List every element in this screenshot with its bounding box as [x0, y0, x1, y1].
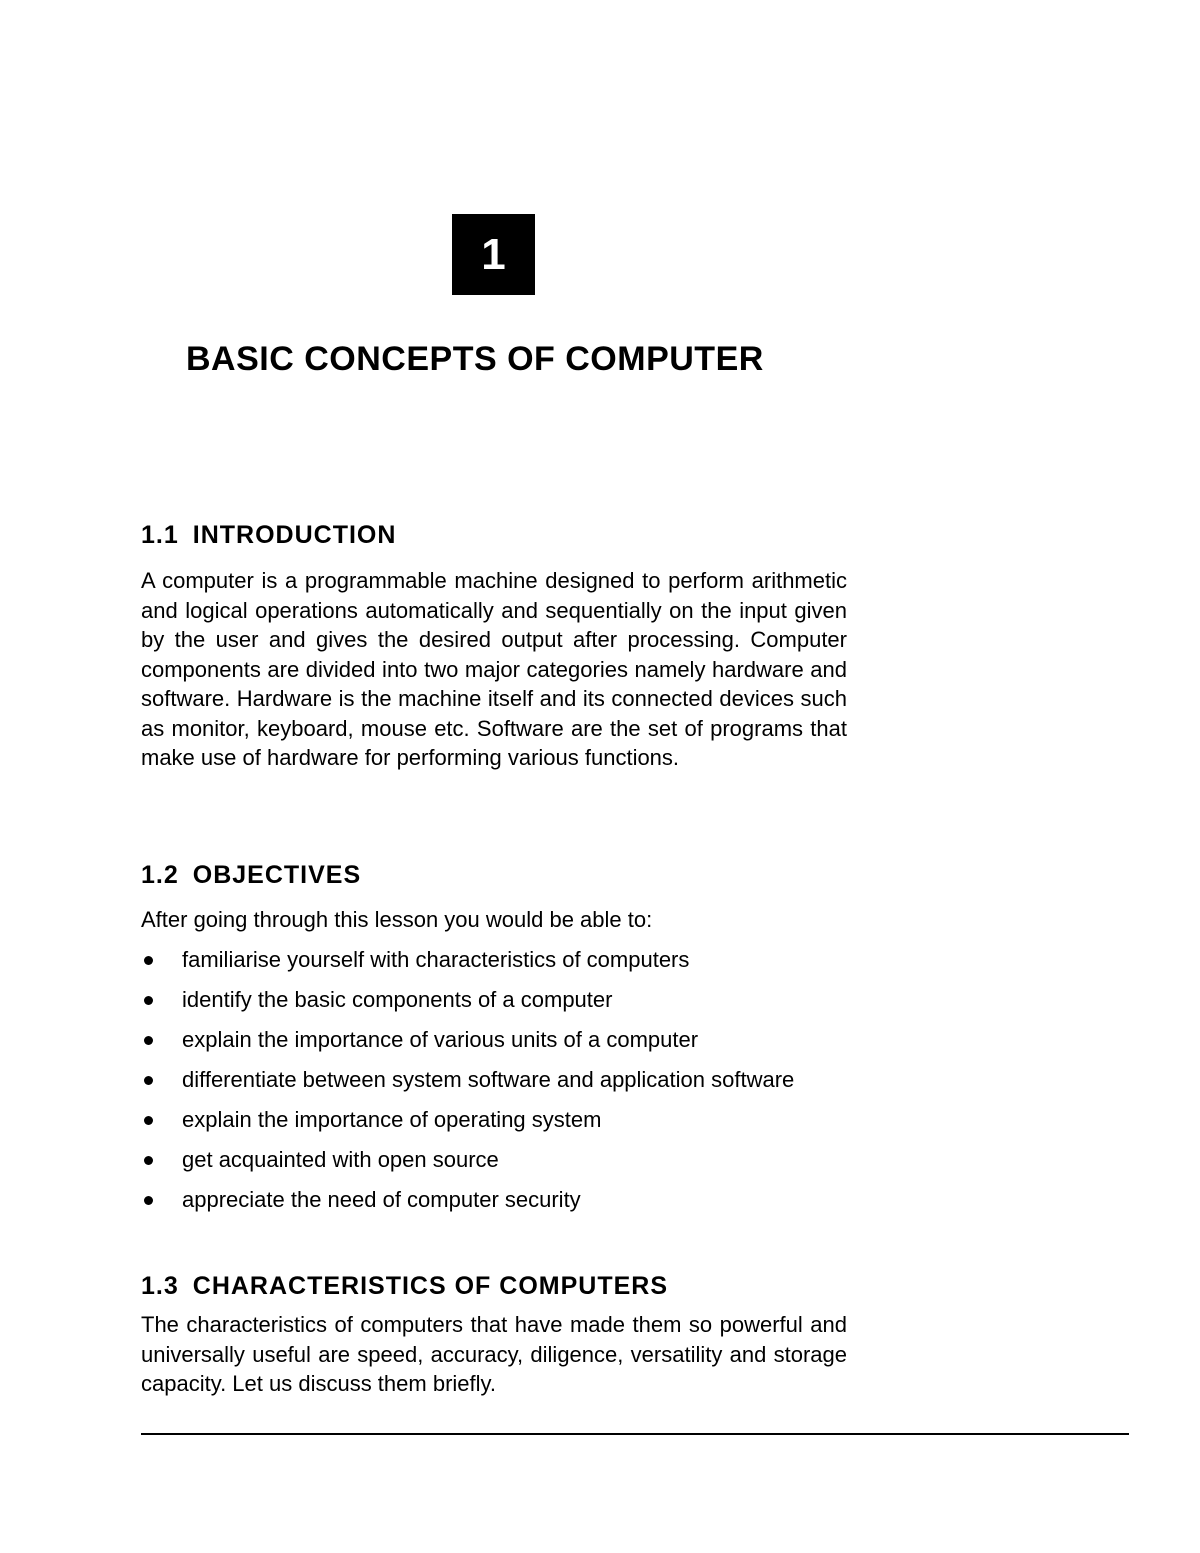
- bullet-icon: [144, 1116, 153, 1125]
- list-item-text: explain the importance of operating system: [182, 1107, 602, 1132]
- list-item-text: familiarise yourself with characteristics of computers: [182, 947, 690, 972]
- bullet-icon: [144, 1196, 153, 1205]
- list-item-text: explain the importance of various units of a computer: [182, 1027, 699, 1052]
- section-title: OBJECTIVES: [192, 861, 362, 889]
- bullet-icon: [144, 1036, 153, 1045]
- introduction-paragraph: A computer is a programmable machine designed to perform arithmetic and logical operations automatically and sequentially on the input given by the user and gives the desired output after processing. Computer components are divided into two major categories namely hardware and software. Hardware is the machine itself and its connected devices such as monitor, keyboard, mouse etc. Software are the set of programs that make use of hardware for performing various functions.: [141, 568, 847, 770]
- section-heading-introduction: [141, 521, 396, 550]
- bullet-icon: [144, 1156, 153, 1165]
- section-number: 1.1: [141, 521, 179, 549]
- list-item: [141, 1105, 847, 1134]
- bullet-icon: [144, 956, 153, 965]
- section-number: 1.3: [141, 1272, 179, 1300]
- objectives-list: [141, 945, 847, 1225]
- section-title: INTRODUCTION: [192, 521, 397, 549]
- list-item-text: identify the basic components of a computer: [182, 987, 613, 1012]
- list-item: [141, 1065, 847, 1094]
- list-item: [141, 1185, 847, 1214]
- list-item-text: differentiate between system software and application software: [182, 1067, 795, 1092]
- list-item: [141, 945, 847, 974]
- chapter-number-box: [452, 214, 535, 295]
- objectives-lead: After going through this lesson you would be able to:: [141, 907, 653, 932]
- list-item-text: appreciate the need of computer security: [182, 1187, 581, 1212]
- section-heading-objectives: [141, 861, 361, 890]
- list-item: [141, 1145, 847, 1174]
- bottom-divider: [141, 1433, 1129, 1435]
- section-number: 1.2: [141, 861, 179, 889]
- bullet-icon: [144, 1076, 153, 1085]
- list-item-text: get acquainted with open source: [182, 1147, 499, 1172]
- characteristics-paragraph: The characteristics of computers that have made them so powerful and universally useful are speed, accuracy, diligence, versatility and storage capacity. Let us discuss them briefly.: [141, 1312, 847, 1396]
- chapter-number: 1: [481, 229, 506, 279]
- section-title: CHARACTERISTICS OF COMPUTERS: [192, 1272, 668, 1300]
- bullet-icon: [144, 996, 153, 1005]
- chapter-title: BASIC CONCEPTS OF COMPUTER: [186, 340, 764, 378]
- list-item: [141, 1025, 847, 1054]
- list-item: [141, 985, 847, 1014]
- section-heading-characteristics: [141, 1272, 668, 1301]
